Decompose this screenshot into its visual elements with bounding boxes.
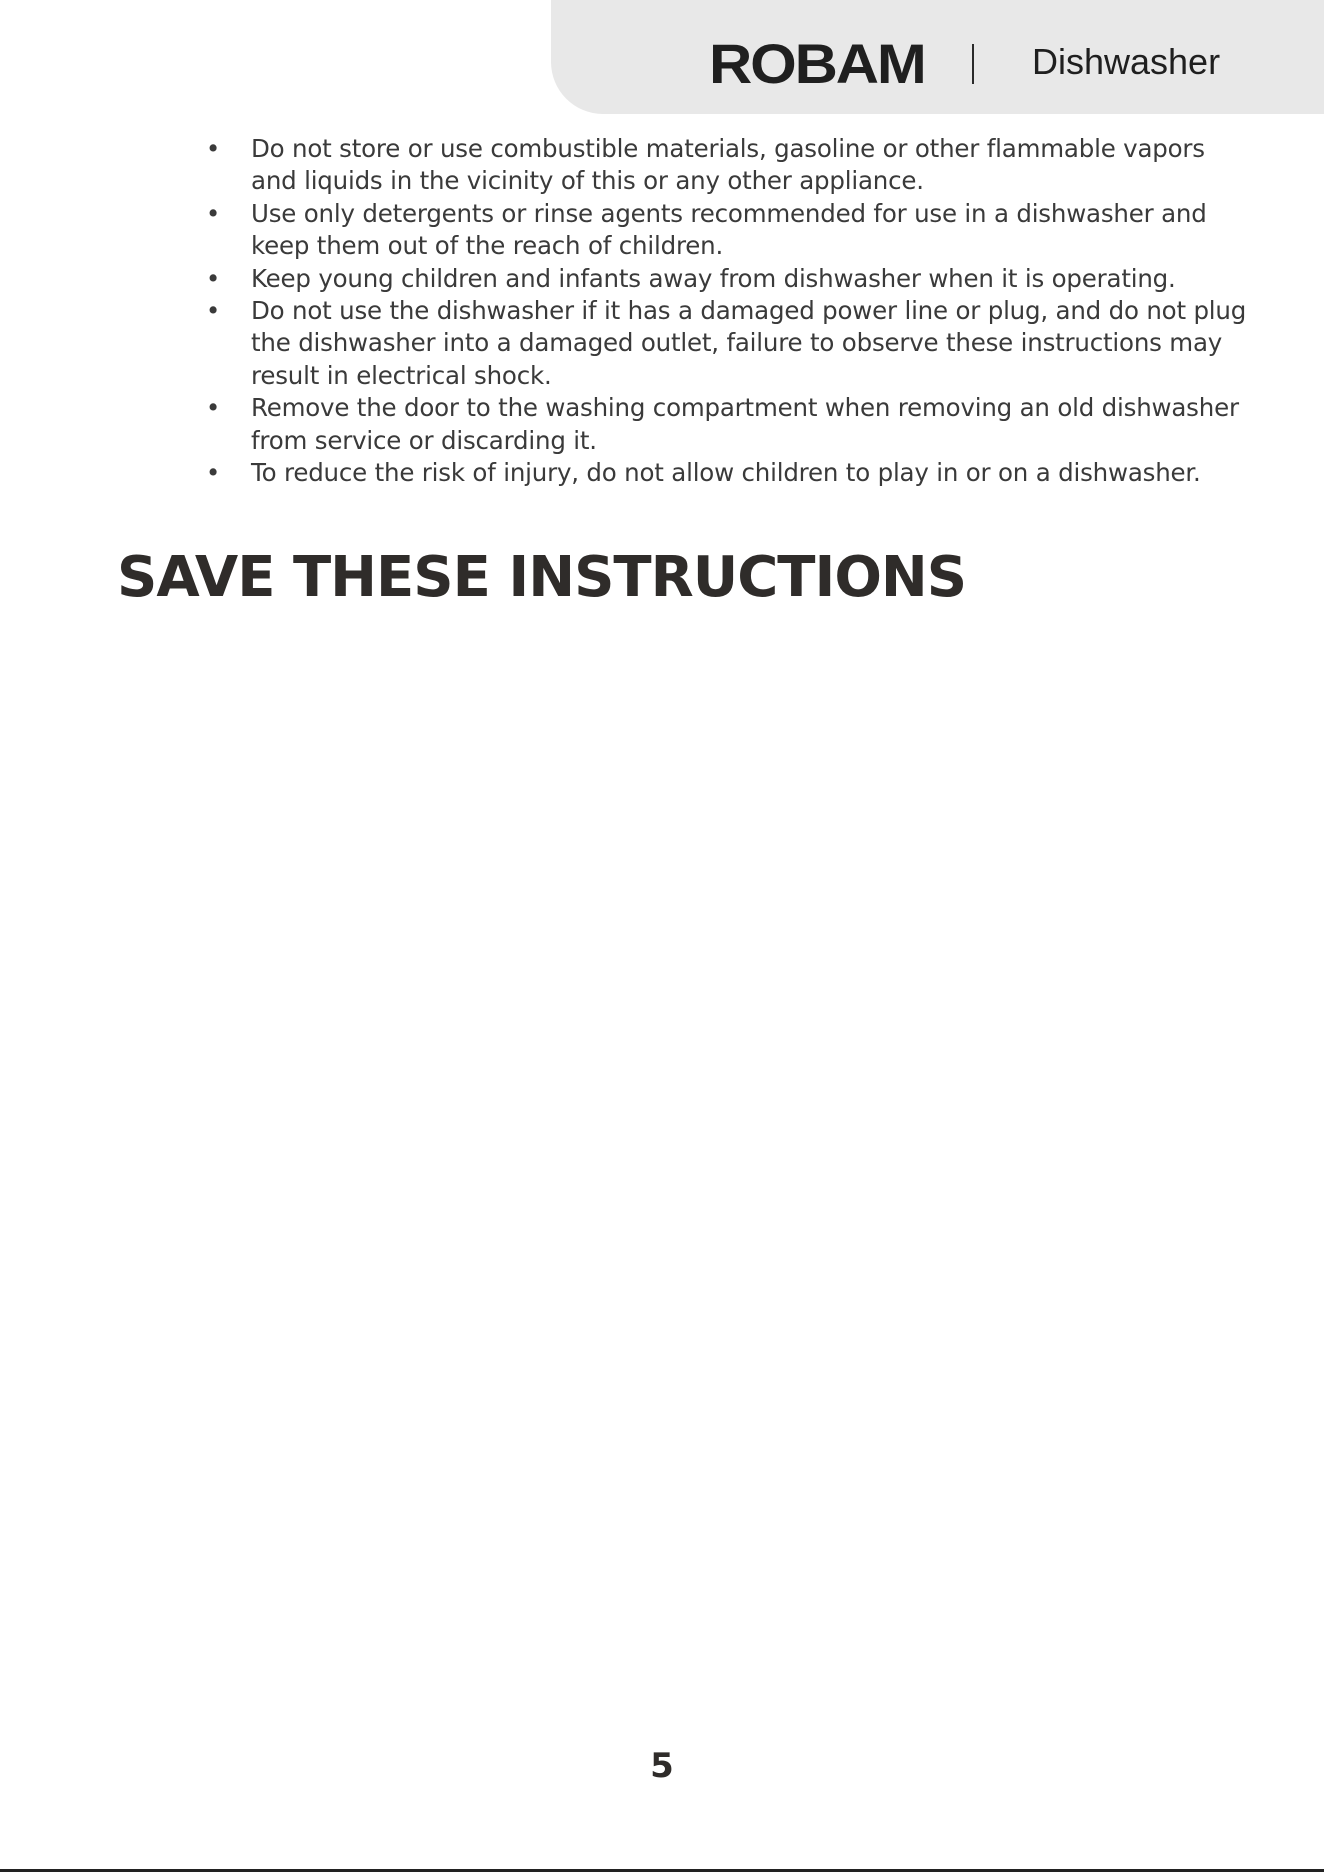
warning-text: Do not store or use combustible materials, gasoline or other flammable vapors and liquids in the vicinity of this or any other appliance. [251, 134, 1205, 196]
warning-text: To reduce the risk of injury, do not allow children to play in or on a dishwasher. [251, 458, 1201, 488]
warning-item [205, 457, 1251, 489]
warning-list [205, 133, 1251, 489]
bullet-icon: • [205, 263, 221, 293]
warning-item [205, 198, 1251, 263]
brand-logo: ROBAM [709, 32, 925, 95]
warning-item [205, 133, 1251, 198]
bullet-icon: • [205, 458, 221, 488]
warning-item [205, 263, 1251, 295]
bullet-icon: • [205, 198, 221, 228]
bullet-icon: • [205, 296, 221, 326]
bullet-icon: • [205, 393, 221, 423]
warning-text: Do not use the dishwasher if it has a damaged power line or plug, and do not plug the dishwasher into a damaged outlet, failure to observe these instructions may result in electrical shock. [251, 296, 1247, 390]
page-number: 5 [650, 1746, 674, 1786]
warning-text: Use only detergents or rinse agents recommended for use in a dishwasher and keep them out of the reach of children. [251, 198, 1207, 261]
warning-text: Remove the door to the washing compartment when removing an old dishwasher from service or discarding it. [251, 393, 1239, 455]
bullet-icon: • [205, 134, 221, 163]
product-label: Dishwasher [1032, 41, 1221, 82]
warning-item [205, 295, 1251, 392]
header-divider [972, 44, 974, 84]
warning-item [205, 392, 1251, 457]
save-instructions-heading: SAVE THESE INSTRUCTIONS [117, 545, 967, 610]
warning-text: Keep young children and infants away from dishwasher when it is operating. [251, 263, 1176, 293]
